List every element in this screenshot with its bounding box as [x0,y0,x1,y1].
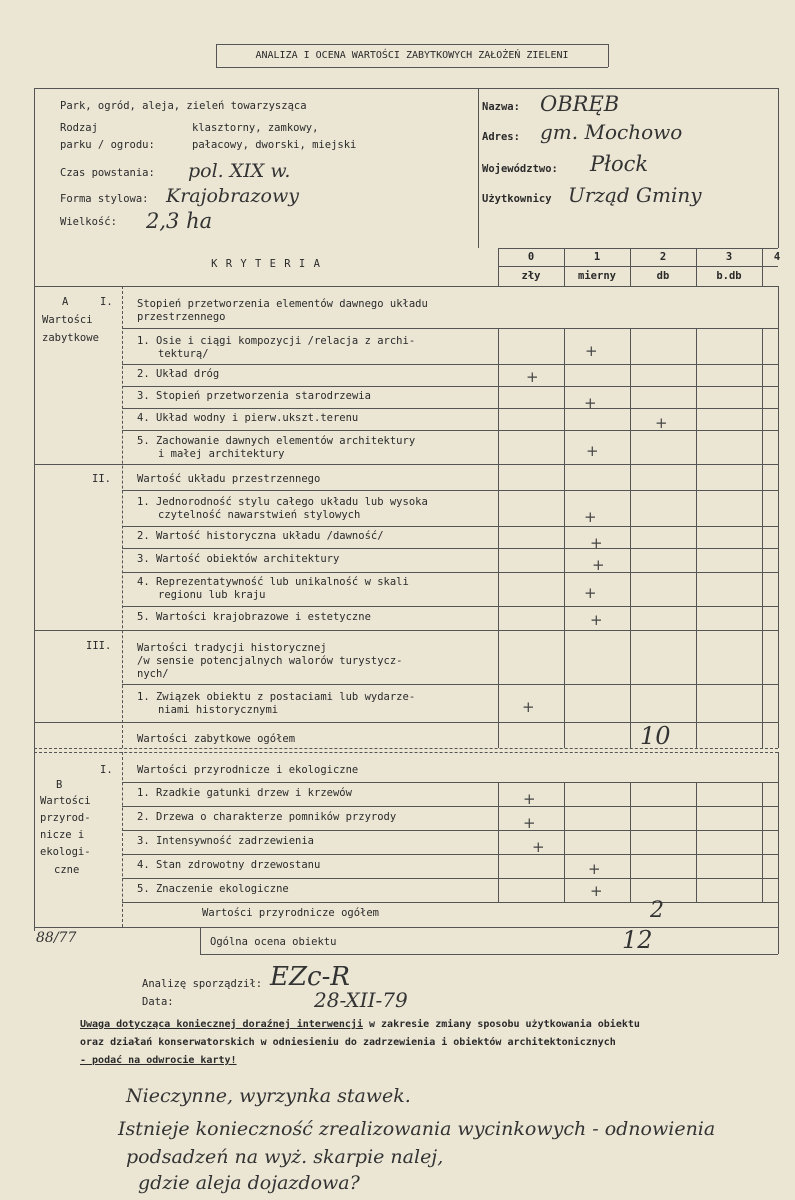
groupIII-l1: Wartości tradycji historycznej [137,642,327,654]
gridB-v2 [630,782,631,902]
rowB-5: 5. Znaczenie ekologiczne [137,883,289,895]
mark-B-4: + [588,860,601,878]
nazwa-value: OBRĘB [540,92,620,116]
note-line2: oraz działań konserwatorskich w odniesieniu do zadrzewienia i obiektów architektonicznych [80,1037,616,1048]
groupI-title: Stopień przetworzenia elementów dawnego układu [137,298,428,310]
note-underlined: Uwaga dotycząca koniecznej doraźnej interwencji [80,1019,363,1030]
adres-label: Adres: [482,131,520,143]
score-label-1: mierny [578,270,616,282]
groupIII-roman: III. [86,640,112,652]
handwritten-3: podsadzeń na wyż. skarpie nalej, [126,1146,444,1168]
rowI-2-l1: 2. Układ dróg [137,368,220,380]
groupII-roman: II. [92,473,111,485]
grid-v4 [762,328,763,748]
rodzaj-value: klasztorny, zamkowy, [192,122,319,134]
title-box-right [608,44,609,67]
mark-B-2: + [523,814,536,832]
handwritten-2: Istnieje konieczność zrealizowania wycinkowych - odnowienia [118,1118,716,1140]
sectionA-divider [122,286,123,748]
row-line [122,328,778,329]
rowI-5-l2: i małej architektury [158,448,285,460]
parku-value: pałacowy, dworski, miejski [192,139,357,151]
row-line [122,782,778,783]
row-line [122,878,778,879]
row-line [122,490,778,491]
row-line [34,464,778,465]
mark-II-1: + [584,508,597,526]
rowB-3: 3. Intensywność zadrzewienia [137,835,315,847]
page-title: ANALIZA I OCENA WARTOŚCI ZABYTKOWYCH ZAŁOŻEŃ ZIELENI [255,50,569,61]
note-line3: - podać na odwrocie karty! [80,1055,237,1066]
gridB-v3 [696,782,697,902]
rowB-2: 2. Drzewa o charakterze pomników przyrody [137,811,397,823]
grid-v3 [696,328,697,748]
rowI-3-l1: 3. Stopień przetworzenia starodrzewia [137,390,371,402]
handwritten-1: Nieczynne, wyrzynka stawek. [126,1085,411,1107]
frame-top [34,88,778,89]
date-label: Data: [142,996,174,1008]
note-line1 [80,1018,640,1031]
overall-value: 12 [622,926,653,954]
gridB-right [778,752,779,902]
grid-v2 [630,328,631,748]
row-line [122,902,778,903]
date-value: 28-XII-79 [314,988,408,1012]
mark-I-5: + [586,442,599,460]
grid-v1 [564,328,565,748]
row-line [122,430,778,431]
uzyt-value: Urząd Gminy [568,183,702,207]
dash-sep-1 [34,748,778,749]
rowII-2-l1: 2. Wartość historyczna układu /dawność/ [137,530,384,542]
rowII-3-l1: 3. Wartość obiektów architektury [137,553,340,565]
rowIII-1-l2: niami historycznymi [158,704,279,716]
woj-value: Płock [590,152,649,176]
mark-B-5: + [590,882,603,900]
sectionA-roman: I. [100,296,113,308]
mark-I-1: + [585,342,598,360]
rowII-4-l2: regionu lub kraju [158,589,266,601]
score-label-2: db [656,270,670,282]
mark-I-2: + [526,368,539,386]
row-line [122,684,778,685]
score-header-3: 3 [725,251,733,263]
row-line [122,408,778,409]
czas-label: Czas powstania: [60,167,155,179]
mark-I-3: + [584,394,597,412]
sectionB-n2: przyrod- [40,812,91,824]
gridB-v1 [564,782,565,902]
row-line [34,927,778,928]
col-line-0 [498,248,499,286]
czas-value: pol. XIX w. [188,160,291,182]
mark-I-4: + [655,414,668,432]
score-label-3: b.db [716,270,742,282]
signature: EZc-R [270,962,350,992]
mark-B-3: + [532,838,545,856]
score-header-2: 2 [659,251,667,263]
row-line [122,572,778,573]
woj-label: Województwo: [482,163,558,175]
rowIII-1-l1: 1. Związek obiektu z postaciami lub wydarze- [137,691,416,703]
uzyt-label: Użytkownicy [482,193,552,205]
score-header-0: 0 [527,251,535,263]
rowI-1-l1: 1. Osie i ciągi kompozycji /relacja z archi- [137,335,416,347]
forma-value: Krajobrazowy [166,185,299,207]
score-head-top [498,248,778,249]
gridB-v4 [762,782,763,902]
rowB-1: 1. Rzadkie gatunki drzew i krzewów [137,787,352,799]
mark-III-1: + [522,698,535,716]
score-header-1: 1 [593,251,601,263]
col-line-3 [696,248,697,286]
sectionB-letter: B [56,779,63,791]
groupB-title: Wartości przyrodnicze i ekologiczne [137,764,359,776]
rowI-1-l2: tekturą/ [158,348,209,360]
score-header-4: 4 [773,251,781,263]
mark-II-5: + [590,611,603,629]
sectionA-letter: A [62,296,69,308]
row-line [122,364,778,365]
title-box-top [216,44,608,45]
rowI-4-l1: 4. Układ wodny i pierw.ukszt.terenu [137,412,359,424]
mark-II-2: + [590,534,603,552]
score-head-bottom [34,286,778,287]
groupIII-l3: nych/ [137,668,169,680]
row-line [34,630,778,631]
sectionB-divider [122,752,123,927]
sectionA-name1: Wartości [42,314,93,326]
frame-left [34,88,35,931]
handwritten-4: gdzie aleja dojazdowa? [138,1172,360,1194]
gridB-v0 [498,782,499,902]
rowII-5-l1: 5. Wartości krajobrazowe i estetyczne [137,611,371,623]
row-line [122,526,778,527]
sectionB-n1: Wartości [40,795,91,807]
title-box-bottom [216,67,608,68]
mark-B-1: + [523,790,536,808]
sectionB-n4: ekologi- [40,846,91,858]
wielkosc-label: Wielkość: [60,216,117,228]
grid-right [778,286,779,748]
forma-label: Forma stylowa: [60,193,149,205]
sectionA-name2: zabytkowe [42,332,99,344]
rowI-5-l1: 5. Zachowanie dawnych elementów architektury [137,435,416,447]
adres-value: gm. Mochowo [540,120,683,144]
row-line [122,386,778,387]
wielkosc-value: 2,3 ha [146,209,213,233]
score-head-mid [498,266,778,267]
header-divider [478,88,479,248]
score-label-0: zły [521,270,541,282]
mark-II-4: + [584,584,597,602]
header-line1: Park, ogród, aleja, zieleń towarzysząca [60,100,307,112]
col-line-1 [564,248,565,286]
mark-II-3: + [592,556,605,574]
totalB-value: 2 [650,898,664,923]
rodzaj-label: Rodzaj [60,122,98,134]
rowII-1-l1: 1. Jednorodność stylu całego układu lub wysoka [137,496,428,508]
frame-right-top [778,88,779,248]
row-line [122,548,778,549]
row-line [122,830,778,831]
rowII-1-l2: czytelność nawarstwień stylowych [158,509,361,521]
parku-label: parku / ogrodu: [60,139,155,151]
col-line-4 [762,248,763,286]
row-line [122,606,778,607]
totalA-value: 10 [640,722,671,750]
grid-v0 [498,328,499,748]
kryteria-label: K R Y T E R I A [211,258,321,270]
totalB-label: Wartości przyrodnicze ogółem [202,907,380,919]
groupIII-l2: /w sensie potencjalnych walorów turystycz- [137,655,403,667]
overall-right [778,902,779,954]
note-rest: w zakresie zmiany sposobu użytkowania obiektu [362,1019,640,1030]
col-line-2 [630,248,631,286]
groupI-title-2: przestrzennego [137,311,226,323]
nazwa-label: Nazwa: [482,101,520,113]
row-line [122,806,778,807]
rowII-4-l1: 4. Reprezentatywność lub unikalność w skali [137,576,409,588]
groupII-title: Wartość układu przestrzennego [137,473,321,485]
dash-sep-2 [34,752,778,753]
sectionB-n3: nicze i [40,829,85,841]
totalA-label: Wartości zabytkowe ogółem [137,733,296,745]
overall-bottom [200,954,778,955]
side-note: 88/77 [36,930,77,946]
rowB-4: 4. Stan zdrowotny drzewostanu [137,859,321,871]
sectionB-n5: czne [54,864,80,876]
overall-left [200,927,201,954]
overall-label: Ogólna ocena obiektu [210,936,337,948]
sectionB-roman: I. [100,764,113,776]
row-line [122,854,778,855]
analysis-label: Analizę sporządził: [142,978,263,990]
